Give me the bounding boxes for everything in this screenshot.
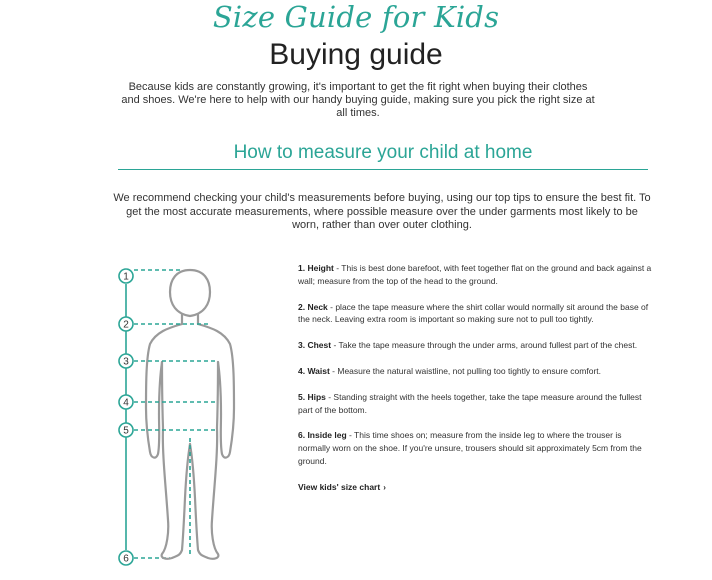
instruction-text: - This time shoes on; measure from the inside leg to where the trouser is normally worn on the shoe. If you're unsure, trousers should sit approximately 5cm from the ground. [298, 430, 642, 466]
instruction-text: - Measure the natural waistline, not pulling too tightly to ensure comfort. [329, 365, 602, 376]
intro-paragraph: Because kids are constantly growing, it's important to get the fit right when buying their clothes and shoes. We're here to help with our handy buying guide, making sure you pick the right size at all times. [121, 81, 595, 119]
instruction-label: 1. Height [298, 263, 334, 273]
marker-3 [119, 354, 133, 368]
instruction-label: 6. Inside leg [298, 430, 347, 441]
chevron-right-icon: › [383, 482, 386, 492]
instruction-hips [298, 391, 652, 417]
instruction-text: - Standing straight with the heels together, take the tape measure around the fullest part of the bottom. [298, 391, 642, 415]
view-size-chart-link[interactable] [298, 481, 386, 495]
marker-label-3: 3 [123, 356, 129, 368]
marker-label-5: 5 [123, 425, 129, 437]
marker-label-4: 4 [123, 397, 129, 409]
marker-4 [119, 395, 133, 409]
section-divider [118, 169, 648, 170]
recommend-paragraph: We recommend checking your child's measurements before buying, using our top tips to ensure the best fit. To get the most accurate measurements, where possible measure over the under garments most likely to be worn, rather than over outer clothing. [113, 192, 651, 231]
instruction-label: 5. Hips [298, 391, 326, 402]
instruction-neck [298, 301, 652, 327]
marker-label-1: 1 [123, 271, 129, 283]
marker-5 [119, 423, 133, 437]
instruction-waist [298, 365, 652, 378]
instruction-text: - This is best done barefoot, with feet together flat on the ground and back against a wall; measure from the top of the head to the ground. [298, 263, 652, 286]
page-title: Size Guide for Kids [212, 0, 500, 34]
instruction-text: - place the tape measure where the shirt collar would normally sit around the base of the neck. Leaving extra room is important so making sure not to pull too tightly. [298, 301, 649, 325]
measurement-instructions [298, 262, 652, 495]
instruction-chest [298, 339, 652, 352]
marker-6 [119, 551, 133, 565]
section-heading: How to measure your child at home [233, 142, 533, 163]
marker-label-6: 6 [123, 553, 129, 565]
instruction-label: 4. Waist [298, 365, 330, 376]
child-body-outline-icon [110, 258, 290, 574]
instruction-height [298, 262, 652, 288]
instruction-text: - Take the tape measure through the under arms, around fullest part of the chest. [331, 340, 638, 351]
marker-1 [119, 269, 133, 283]
marker-label-2: 2 [123, 319, 129, 331]
instruction-inside-leg [298, 429, 652, 467]
measurement-figure [110, 258, 290, 574]
instruction-label: 2. Neck [298, 301, 328, 312]
instruction-label: 3. Chest [298, 340, 332, 351]
page-subtitle: Buying guide [269, 38, 443, 71]
marker-2 [119, 317, 133, 331]
view-size-chart-label: View kids' size chart [298, 481, 381, 492]
